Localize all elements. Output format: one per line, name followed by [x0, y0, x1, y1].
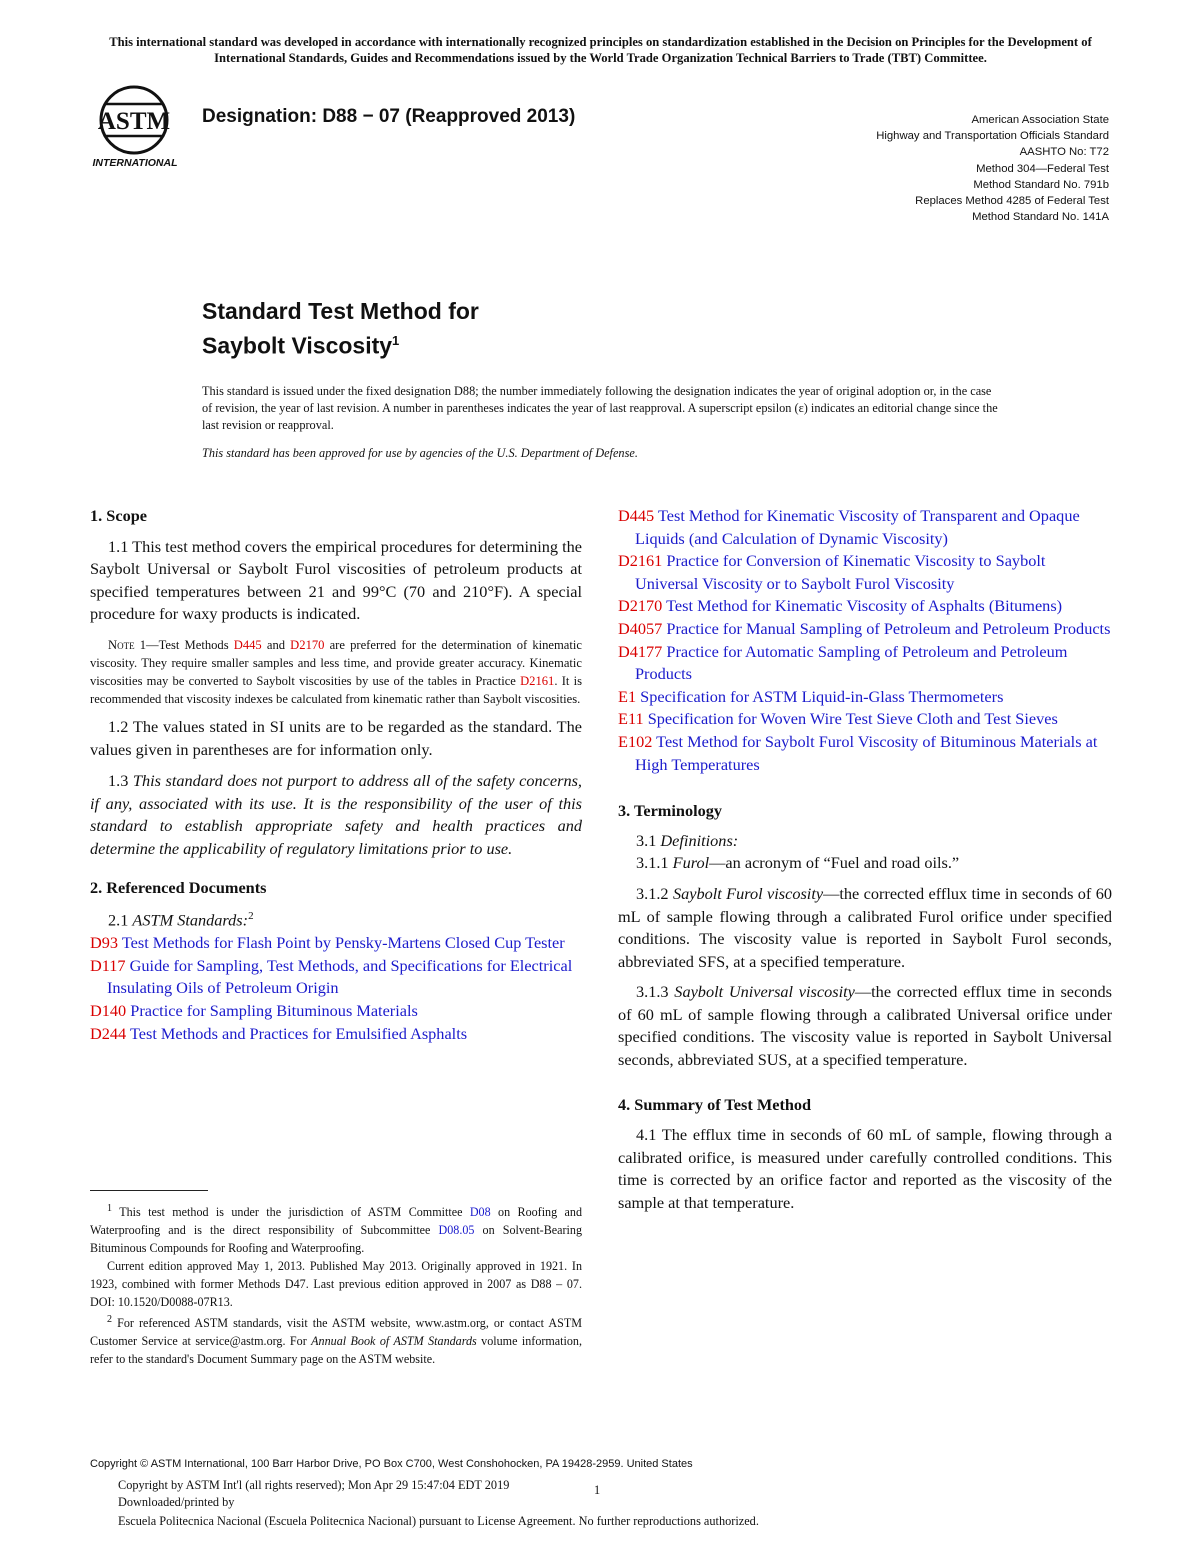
aashto-line: Method Standard No. 141A	[972, 211, 1109, 224]
issued-statement: This standard is issued under the fixed designation D88; the number immediately following the designation indicates the year of original adoption or, in the case of revision, the year of last revision. A number in parentheses indicates the year of last reapproval. A superscript epsilon (ε) indicates an editorial change since the last revision or reapproval.	[202, 384, 998, 432]
note-1: Note 1—Test Methods D445 and D2170 are preferred for the determination of kinematic viscosity. They require smaller samples and less time, and provide greater accuracy. Kinematic viscosities may be converted to Saybolt viscosities by use of the tables in Practice D2161. It is recommended that viscosity indexes be calculated from kinematic rather than Saybolt viscosities.	[90, 637, 582, 706]
term-3-1-2: 3.1.2 Saybolt Furol viscosity—the corrected efflux time in seconds of 60 mL of sample flowing through a calibrated Furol orifice under specified conditions. The viscosity value is reported in Saybolt Furol seconds, abbreviated SFS, at a specified temperature.	[618, 883, 1112, 971]
title-footnote-mark: 1	[392, 333, 400, 348]
footnote-2: $^2$ For referenced ASTM standards, visit the ASTM website, www.astm.org, or contact ASTM Customer Service at service@astm.org. For Annual Book of ASTM Standards volume information, refer to the standard's Document Summary page on the ASTM website.	[90, 1314, 583, 1367]
term-3-1: 3.1 Definitions:	[636, 830, 739, 850]
title-line-1: Standard Test Method for	[202, 298, 479, 324]
link-d2161[interactable]: D2161	[520, 673, 555, 688]
aashto-line: American Association State	[971, 114, 1109, 126]
link-d0805[interactable]: D08.05	[438, 1223, 475, 1238]
footnote-1-edition: Current edition approved May 1, 2013. Published May 2013. Originally approved in 1921. In 1923, combined with former Methods D47. Last previous edition approved in 2007 as D88 – 07. DOI: 10.1520/D0088-07R13.	[90, 1259, 582, 1310]
astm-standards-label: 2.1 ASTM Standards:$^2$	[108, 910, 254, 930]
license-line-3: Escuela Politecnica Nacional (Escuela Politecnica Nacional) pursuant to License Agreement. No further reproductions authorized.	[118, 1514, 759, 1528]
astm-logo-word: INTERNATIONAL	[92, 157, 178, 169]
dod-approval: This standard has been approved for use by agencies of the U.S. Department of Defense.	[202, 446, 638, 460]
license-line-1: Copyright by ASTM Int'l (all rights reserved); Mon Apr 29 15:47:04 EDT 2019	[118, 1478, 510, 1492]
document-title	[202, 296, 479, 361]
title-line-2: Saybolt Viscosity	[202, 332, 393, 359]
page-number: 1	[594, 1483, 601, 1497]
footnote-rule	[90, 1190, 208, 1191]
ref-item[interactable]: E102 Test Method for Saybolt Furol Viscosity of Bituminous Materials at High Temperatures	[618, 731, 1098, 774]
copyright-line: Copyright © ASTM International, 100 Barr Harbor Drive, PO Box C700, West Conshohocken, PA 19428-2959. United States	[90, 1458, 693, 1470]
link-d08[interactable]: D08	[469, 1205, 491, 1220]
link-d2170[interactable]: D2170	[290, 637, 325, 652]
ref-item[interactable]: D445 Test Method for Kinematic Viscosity of Transparent and Opaque Liquids (and Calculation of Dynamic Viscosity)	[618, 506, 1080, 548]
international-standard-notice: This international standard was developed in accordance with internationally recognized principles on standardization established in the Decision on Principles for the Development of International Standards, Guides and Recommendations issued by the World Trade Organization Technical Barriers to Trade (TBT) Committee.	[109, 35, 1092, 65]
term-3-1-3: 3.1.3 Saybolt Universal viscosity—the corrected efflux time in seconds of 60 mL of sample flowing through a calibrated Universal orifice under specified conditions. The viscosity value is reported in Saybolt Universal seconds, abbreviated SUS, at a specified temperature.	[618, 982, 1112, 1070]
ref-item[interactable]: D244 Test Methods and Practices for Emulsified Asphalts	[90, 1023, 468, 1043]
summary-heading: 4. Summary of Test Method	[618, 1094, 812, 1114]
astm-logo-letters: ASTM	[97, 108, 171, 135]
term-3-1-1: 3.1.1 Furol—an acronym of “Fuel and road oils.”	[636, 853, 960, 873]
aashto-block	[876, 112, 1109, 225]
aashto-line: AASHTO No: T72	[1019, 146, 1109, 159]
aashto-line: Replaces Method 4285 of Federal Test	[915, 195, 1109, 208]
ref-item[interactable]: D4177 Practice for Automatic Sampling of Petroleum and Petroleum Products	[618, 641, 1068, 684]
summary-4-1: 4.1 The efflux time in seconds of 60 mL of sample, flowing through a calibrated orifice, is measured under carefully controlled conditions. This time is corrected by an orifice factor and reported as the viscosity of the sample at that temperature.	[618, 1125, 1112, 1213]
aashto-line: Method 304—Federal Test	[976, 162, 1109, 175]
footnotes	[90, 1200, 582, 1368]
ref-item[interactable]: D4057 Practice for Manual Sampling of Petroleum and Petroleum Products	[618, 618, 1111, 638]
ref-item[interactable]: D93 Test Methods for Flash Point by Pensky-Martens Closed Cup Tester	[90, 933, 565, 953]
left-column	[90, 505, 582, 1045]
designation: Designation: D88 − 07 (Reapproved 2013)	[202, 106, 576, 127]
refdocs-heading: 2. Referenced Documents	[90, 877, 267, 897]
scope-1-1: 1.1 This test method covers the empirical procedures for determining the Saybolt Universal or Saybolt Furol viscosities of petroleum products at specified temperatures between 21 and 99°C (70 and 210°F). A special procedure for waxy products is indicated.	[90, 536, 582, 624]
terminology-heading: 3. Terminology	[618, 801, 723, 821]
license-line-2: Downloaded/printed by	[118, 1495, 235, 1509]
aashto-line: Method Standard No. 791b	[973, 178, 1109, 191]
right-column	[618, 505, 1112, 1215]
ref-item[interactable]: D117 Guide for Sampling, Test Methods, and Specifications for Electrical Insulating Oils of Petroleum Origin	[90, 955, 573, 998]
footnote-1: $^1$ This test method is under the jurisdiction of ASTM Committee D08 on Roofing and Waterproofing and is the direct responsibility of Subcommittee D08.05 on Solvent-Bearing Bituminous Compounds for Roofing and Waterproofing.	[90, 1203, 582, 1256]
scope-heading: 1. Scope	[90, 506, 147, 525]
scope-1-2: 1.2 The values stated in SI units are to be regarded as the standard. The values given in parentheses are for information only.	[90, 716, 582, 759]
scope-1-3: 1.3 This standard does not purport to address all of the safety concerns, if any, associated with its use. It is the responsibility of the user of this standard to establish appropriate safety and health practices and determine the applicability of regulatory limitations prior to use.	[90, 771, 582, 858]
ref-item[interactable]: E11 Specification for Woven Wire Test Sieve Cloth and Test Sieves	[618, 709, 1058, 729]
aashto-line: Highway and Transportation Officials Standard	[876, 130, 1109, 143]
astm-logo	[88, 84, 188, 170]
ref-item[interactable]: E1 Specification for ASTM Liquid-in-Glass Thermometers	[618, 686, 1004, 706]
ref-item[interactable]: D2170 Test Method for Kinematic Viscosity of Asphalts (Bitumens)	[618, 596, 1063, 616]
ref-item[interactable]: D140 Practice for Sampling Bituminous Materials	[90, 1000, 418, 1020]
link-d445[interactable]: D445	[233, 637, 262, 652]
ref-item[interactable]: D2161 Practice for Conversion of Kinematic Viscosity to Saybolt Universal Viscosity or to Saybolt Furol Viscosity	[618, 551, 1046, 593]
